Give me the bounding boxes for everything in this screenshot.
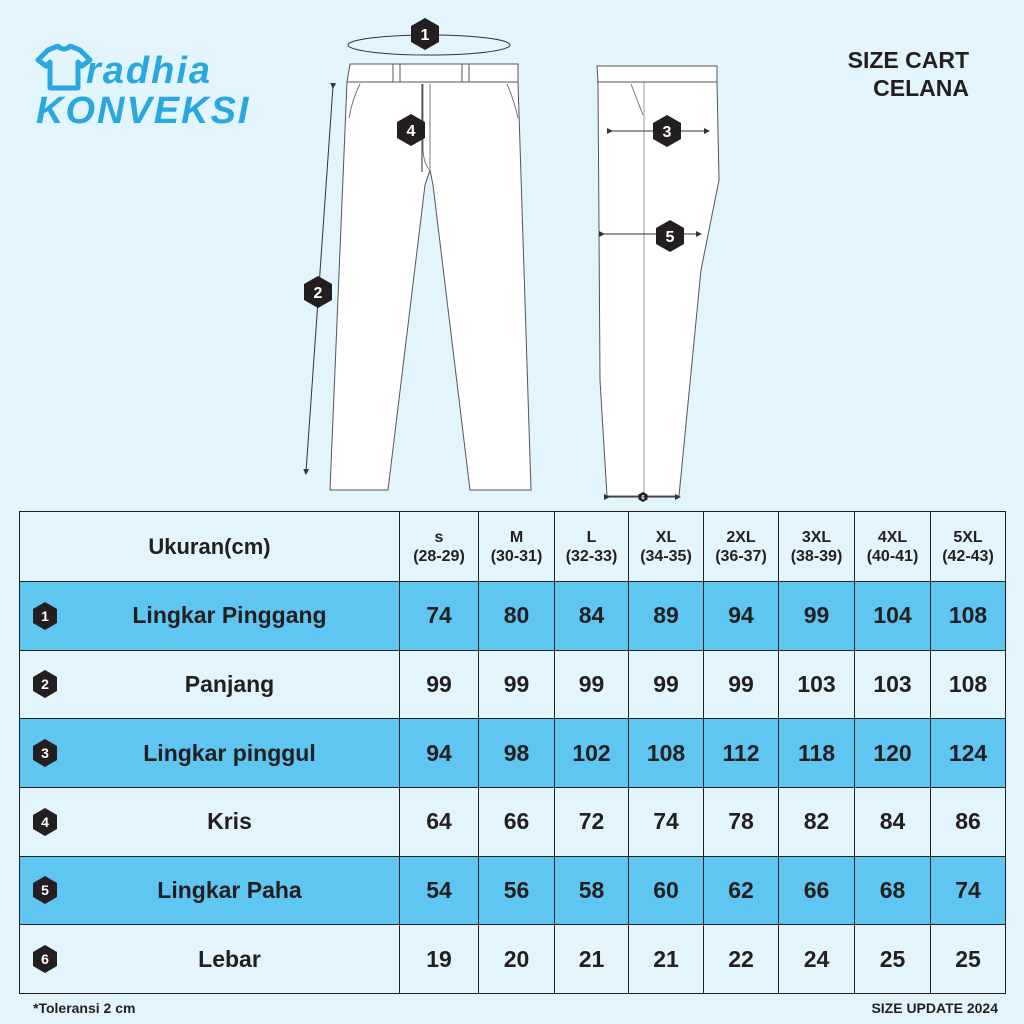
size-range: (34-35) — [640, 547, 692, 565]
hex-number-badge — [32, 875, 58, 905]
value-cell: 94 — [704, 582, 779, 651]
value-cell: 22 — [704, 925, 779, 994]
hex-number-badge — [32, 807, 58, 837]
size-range: (40-41) — [866, 547, 919, 565]
logo-text-line2: KONVEKSI — [36, 90, 251, 132]
marker-2 — [304, 276, 332, 308]
hex-number-badge — [32, 738, 58, 768]
value-cell: 99 — [779, 582, 855, 651]
value-cell: 54 — [400, 856, 479, 925]
value-cell: 102 — [555, 719, 629, 788]
value-cell: 108 — [931, 582, 1006, 651]
value-cell: 108 — [931, 650, 1006, 719]
value-cell: 86 — [931, 787, 1006, 856]
value-cell: 89 — [629, 582, 704, 651]
table-row — [20, 787, 1006, 856]
marker-5-label: 5 — [665, 229, 675, 246]
value-cell: 21 — [555, 925, 629, 994]
table-row — [20, 925, 1006, 994]
table-body — [20, 582, 1006, 994]
value-cell: 74 — [400, 582, 479, 651]
value-cell: 56 — [479, 856, 555, 925]
value-cell: 25 — [855, 925, 931, 994]
value-cell: 60 — [629, 856, 704, 925]
value-cell: 58 — [555, 856, 629, 925]
value-cell: 103 — [779, 650, 855, 719]
header-size — [779, 512, 855, 582]
logo-text-line1: radhia — [86, 50, 213, 92]
row-label-cell — [20, 582, 400, 651]
badge-number: 5 — [41, 882, 49, 899]
value-cell: 68 — [855, 856, 931, 925]
size-range: (30-31) — [490, 547, 543, 565]
value-cell: 24 — [779, 925, 855, 994]
marker-1-label: 1 — [420, 27, 430, 44]
value-cell: 82 — [779, 787, 855, 856]
size-name: 3XL — [801, 528, 832, 546]
value-cell: 99 — [400, 650, 479, 719]
badge-number: 1 — [41, 607, 49, 624]
value-cell: 72 — [555, 787, 629, 856]
row-label-cell — [20, 925, 400, 994]
row-label: Panjang — [184, 670, 275, 697]
row-label: Lingkar pinggul — [143, 739, 316, 766]
value-cell: 80 — [479, 582, 555, 651]
size-name: s — [434, 528, 444, 546]
value-cell: 124 — [931, 719, 1006, 788]
table-row — [20, 650, 1006, 719]
row-label: Lingkar Paha — [157, 876, 302, 903]
marker-2-label: 2 — [313, 285, 323, 302]
header-size — [629, 512, 704, 582]
value-cell: 74 — [931, 856, 1006, 925]
value-cell: 25 — [931, 925, 1006, 994]
badge-number: 2 — [41, 676, 49, 693]
hex-number-badge — [32, 944, 58, 974]
row-label-cell — [20, 787, 400, 856]
value-cell: 20 — [479, 925, 555, 994]
value-cell: 99 — [629, 650, 704, 719]
value-cell: 99 — [555, 650, 629, 719]
value-cell: 94 — [400, 719, 479, 788]
size-name: XL — [655, 528, 677, 546]
value-cell: 99 — [704, 650, 779, 719]
row-label-cell — [20, 719, 400, 788]
value-cell: 120 — [855, 719, 931, 788]
title-line2: CELANA — [873, 75, 969, 101]
title-line1: SIZE CART — [847, 47, 969, 73]
pants-front-view — [306, 35, 531, 490]
row-label-cell — [20, 650, 400, 719]
value-cell: 118 — [779, 719, 855, 788]
badge-number: 4 — [41, 813, 49, 830]
size-name: 5XL — [953, 528, 983, 546]
size-range: (36-37) — [715, 547, 767, 565]
value-cell: 21 — [629, 925, 704, 994]
size-name: 4XL — [877, 528, 908, 546]
table-row — [20, 582, 1006, 651]
badge-number: 3 — [41, 745, 49, 762]
table-row — [20, 719, 1006, 788]
size-name: 2XL — [726, 528, 756, 546]
size-update-note: SIZE UPDATE 2024 — [871, 1000, 998, 1016]
row-label: Lingkar Pinggang — [132, 602, 327, 629]
hex-number-badge — [32, 601, 58, 631]
value-cell: 98 — [479, 719, 555, 788]
value-cell: 104 — [855, 582, 931, 651]
marker-4-label: 4 — [406, 123, 416, 140]
size-table — [19, 511, 1006, 994]
header-size — [479, 512, 555, 582]
value-cell: 64 — [400, 787, 479, 856]
marker-1 — [411, 18, 439, 50]
value-cell: 103 — [855, 650, 931, 719]
size-name: M — [509, 528, 524, 546]
header-size — [400, 512, 479, 582]
hex-number-badge — [32, 669, 58, 699]
row-label: Lebar — [198, 945, 261, 972]
value-cell: 74 — [629, 787, 704, 856]
pants-diagram — [0, 0, 1024, 510]
header-size — [855, 512, 931, 582]
header-size — [704, 512, 779, 582]
value-cell: 66 — [479, 787, 555, 856]
row-label: Kris — [207, 808, 252, 835]
value-cell: 84 — [555, 582, 629, 651]
header-size — [555, 512, 629, 582]
value-cell: 78 — [704, 787, 779, 856]
badge-number: 6 — [41, 951, 49, 968]
size-range: (38-39) — [790, 547, 843, 565]
size-range: (42-43) — [942, 547, 994, 565]
header-ukuran: Ukuran(cm) — [20, 512, 400, 582]
value-cell: 62 — [704, 856, 779, 925]
value-cell: 112 — [704, 719, 779, 788]
row-label-cell — [20, 856, 400, 925]
table-header-row — [20, 512, 1006, 582]
value-cell: 99 — [479, 650, 555, 719]
table-row — [20, 856, 1006, 925]
value-cell: 108 — [629, 719, 704, 788]
marker-6-label: 6 — [641, 495, 645, 502]
value-cell: 84 — [855, 787, 931, 856]
marker-3-label: 3 — [662, 124, 672, 141]
size-range: (32-33) — [565, 547, 618, 565]
value-cell: 66 — [779, 856, 855, 925]
header-size — [931, 512, 1006, 582]
value-cell: 19 — [400, 925, 479, 994]
size-name: L — [586, 528, 597, 546]
size-range: (28-29) — [413, 547, 465, 565]
tolerance-note: *Toleransi 2 cm — [33, 1000, 136, 1016]
